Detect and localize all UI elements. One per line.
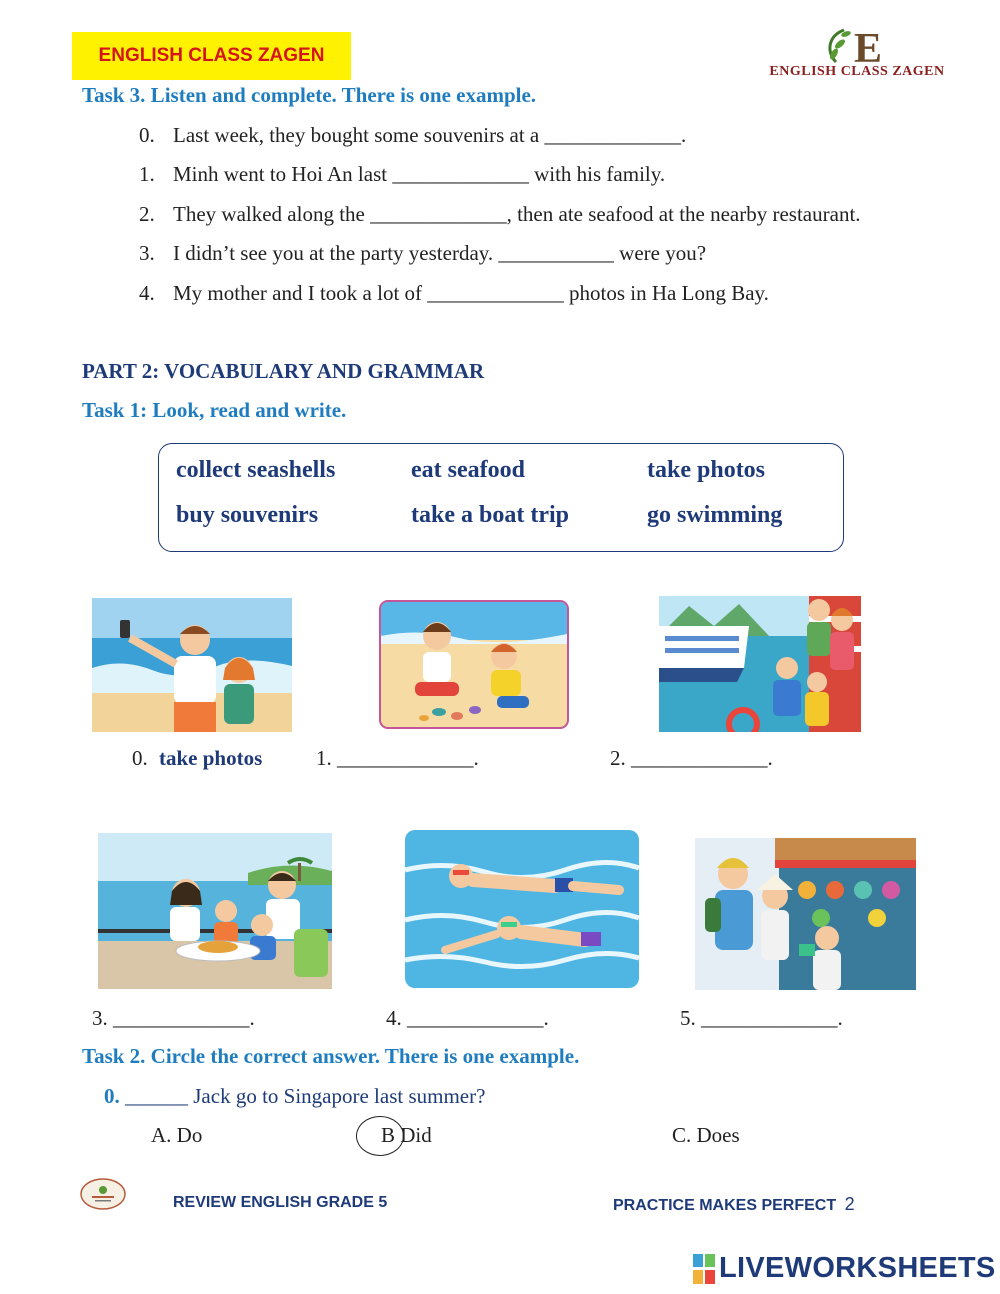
picture-collecting-seashells <box>379 600 569 729</box>
item-text: Minh went to Hoi An last _____________ with his family. <box>173 162 666 186</box>
footer-logo <box>80 1178 126 1210</box>
footer-left: REVIEW ENGLISH GRADE 5 <box>173 1194 388 1211</box>
task1-title: Task 1: Look, read and write. <box>82 398 347 422</box>
item-text: My mother and I took a lot of _____________ photos in Ha Long Bay. <box>173 281 769 305</box>
example-text: ______ Jack go to Singapore last summer? <box>125 1084 486 1108</box>
item-number: 0. <box>139 123 155 147</box>
item-text: They walked along the _____________, then ate seafood at the nearby restaurant. <box>173 202 861 226</box>
caption-5 <box>680 1006 843 1031</box>
caption-blank[interactable]: _____________. <box>701 1006 843 1030</box>
task3-title: Task 3. Listen and complete. There is one example. <box>82 83 537 107</box>
caption-0 <box>132 746 262 771</box>
word-option: buy souvenirs <box>176 502 319 528</box>
option-text: Do <box>176 1123 203 1147</box>
picture-swimming <box>405 830 639 988</box>
task3-item-3 <box>139 241 706 266</box>
liveworksheets-icon <box>693 1254 715 1284</box>
option-text: Does <box>696 1123 740 1147</box>
option-c[interactable] <box>672 1123 740 1148</box>
caption-3 <box>92 1006 255 1031</box>
item-number: 4. <box>139 281 155 305</box>
footer-logo-icon <box>80 1178 126 1210</box>
word-option: collect seashells <box>176 457 336 483</box>
caption-2 <box>610 746 773 771</box>
word-option: eat seafood <box>411 457 525 483</box>
word-box <box>158 443 844 552</box>
word-option: take a boat trip <box>411 502 569 528</box>
task2-example <box>104 1084 485 1109</box>
logo-letter: E <box>853 26 883 72</box>
example-number: 0. <box>104 1084 120 1108</box>
task3-item-1 <box>139 162 665 187</box>
option-letter: B <box>381 1123 396 1147</box>
example-answer: take photos <box>159 746 263 770</box>
word-option: take photos <box>647 457 766 483</box>
item-text: I didn’t see you at the party yesterday. ___________ were you? <box>173 241 707 265</box>
class-logo <box>766 22 948 84</box>
footer-right <box>613 1194 855 1215</box>
caption-number: 4. <box>386 1006 402 1030</box>
option-letter: C. <box>672 1123 692 1147</box>
caption-1 <box>316 746 479 771</box>
class-badge: ENGLISH CLASS ZAGEN <box>72 32 351 80</box>
caption-number: 5. <box>680 1006 696 1030</box>
caption-4 <box>386 1006 549 1031</box>
picture-taking-photos <box>92 598 292 732</box>
item-text: Last week, they bought some souvenirs at a _____________. <box>173 123 687 147</box>
task2-title: Task 2. Circle the correct answer. There is one example. <box>82 1044 580 1068</box>
option-b[interactable] <box>381 1123 432 1148</box>
word-option: go swimming <box>647 502 783 528</box>
task3-item-4 <box>139 281 769 306</box>
caption-blank[interactable]: _____________. <box>631 746 773 770</box>
item-number: 2. <box>139 202 155 226</box>
caption-blank[interactable]: _____________. <box>113 1006 255 1030</box>
task3-item-0 <box>139 123 686 148</box>
option-text: Did <box>400 1123 432 1147</box>
task3-item-2 <box>139 202 861 227</box>
picture-buying-souvenirs <box>695 838 916 990</box>
part2-title: PART 2: VOCABULARY AND GRAMMAR <box>82 359 485 383</box>
caption-number: 2. <box>610 746 626 770</box>
option-a[interactable] <box>151 1123 202 1148</box>
page-number: 2 <box>844 1194 855 1214</box>
item-number: 1. <box>139 162 155 186</box>
caption-blank[interactable]: _____________. <box>407 1006 549 1030</box>
item-number: 3. <box>139 241 155 265</box>
picture-boat-trip <box>659 596 861 732</box>
picture-eating-seafood <box>98 833 332 989</box>
footer-slogan: PRACTICE MAKES PERFECT <box>613 1197 837 1214</box>
caption-number: 3. <box>92 1006 108 1030</box>
caption-number: 0. <box>132 746 148 770</box>
caption-blank[interactable]: _____________. <box>337 746 479 770</box>
caption-number: 1. <box>316 746 332 770</box>
logo-text: ENGLISH CLASS ZAGEN <box>769 64 945 79</box>
option-letter: A. <box>151 1123 172 1147</box>
liveworksheets-text: LIVEWORKSHEETS <box>719 1252 996 1284</box>
